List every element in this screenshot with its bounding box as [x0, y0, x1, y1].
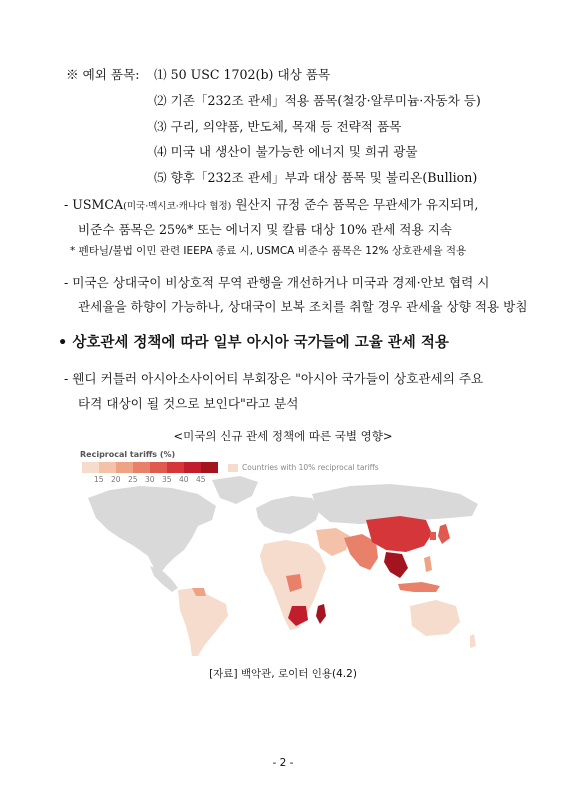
usmca-line-1 — [64, 194, 478, 213]
japan-shape — [438, 524, 450, 544]
korea-shape — [430, 532, 436, 540]
page-number: - 2 - — [272, 757, 294, 769]
greenland-shape — [212, 476, 258, 504]
exception-item-5: ⑸ 향후「232조 관세」부과 대상 품목 및 불리온(Bullion) — [154, 170, 478, 185]
central-america-shape — [150, 566, 178, 592]
legend-tick-6: 45 — [196, 475, 206, 484]
philippines-shape — [424, 556, 432, 572]
retaliation-line-2: 관세율을 하향이 가능하나, 상대국이 보복 조치를 취할 경우 관세율 상향 적용 방침 — [78, 299, 528, 314]
southeast-asia-shape — [384, 552, 408, 578]
exception-item-3: ⑶ 구리, 의약품, 반도체, 목재 등 전략적 품목 — [154, 119, 402, 134]
legend-note-text: Countries with 10% reciprocal tariffs — [242, 463, 379, 472]
madagascar-shape — [316, 604, 326, 624]
usmca-footnote: * 펜타닐/불법 이민 관련 IEEPA 종료 시, USMCA 비준수 품목은 12% 상호관세율 적용 — [70, 245, 467, 257]
indonesia-shape — [398, 582, 440, 592]
legend-tick-2: 25 — [128, 475, 138, 484]
legend-tick-0: 15 — [94, 475, 104, 484]
north-america-shape — [88, 486, 216, 574]
usmca-line-1-small: (미국·멕시코·캐나다 협정) — [123, 201, 232, 212]
exception-item-4: ⑷ 미국 내 생산이 불가능한 에너지 및 희귀 광물 — [154, 144, 418, 159]
exception-item-1: ⑴ 50 USC 1702(b) 대상 품목 — [154, 67, 331, 82]
europe-shape — [256, 496, 320, 534]
legend-tick-3: 30 — [145, 475, 155, 484]
usmca-line-1-a: - USMCA — [64, 197, 124, 212]
new-zealand-shape — [470, 634, 476, 648]
legend-title: Reciprocal tariffs (%) — [80, 450, 176, 459]
world-tariff-map — [80, 446, 486, 658]
middle-east-shape — [316, 528, 350, 556]
retaliation-line-1: - 미국은 상대국이 비상호적 무역 관행을 개선하거나 미국과 경제·안보 협력 시 — [64, 275, 490, 290]
legend-tick-5: 40 — [179, 475, 189, 484]
exceptions-marker: ※ 예외 품목: — [66, 67, 140, 82]
cutler-line-2: 타격 대상이 될 것으로 보인다"라고 분석 — [78, 396, 299, 411]
legend-tick-1: 20 — [111, 475, 121, 484]
usmca-line-2: 비준수 품목은 25%* 또는 에너지 및 칼륨 대상 10% 관세 적용 지속 — [78, 222, 452, 237]
cutler-line-1: - 웬디 커틀러 아시아소사이어티 부회장은 "아시아 국가들이 상호관세의 주요 — [64, 371, 484, 386]
figure-source: [자료] 백악관, 로이터 인용(4.2) — [209, 668, 357, 680]
figure-caption: <미국의 신규 관세 정책에 따른 국별 영향> — [173, 429, 393, 443]
australia-shape — [410, 600, 460, 636]
south-america-shape — [178, 588, 228, 656]
legend-tick-4: 35 — [162, 475, 172, 484]
section-heading: • 상호관세 정책에 따라 일부 아시아 국가들에 고율 관세 적용 — [58, 335, 449, 351]
map-svg — [80, 446, 486, 658]
usmca-line-1-b: 원산지 규정 준수 품목은 무관세가 유지되며, — [231, 197, 479, 212]
exception-item-2: ⑵ 기존「232조 관세」적용 품목(철강·알루미늄·자동차 등) — [154, 93, 481, 108]
